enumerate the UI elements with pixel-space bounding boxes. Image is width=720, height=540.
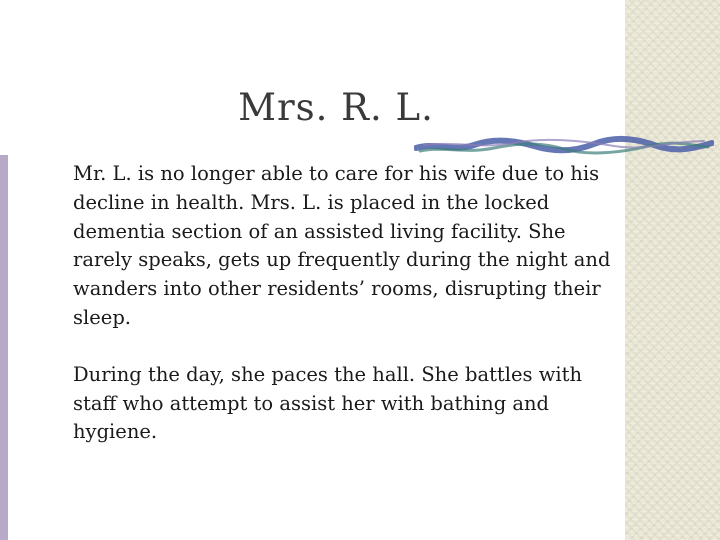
decorative-texture-panel (625, 0, 720, 540)
brush-stroke-divider (414, 132, 714, 160)
body-paragraph-2: During the day, she paces the hall. She battles with staff who attempt to assist her with bathing and hygiene. (73, 362, 583, 444)
decorative-left-bar (0, 155, 8, 540)
body-paragraph-1: Mr. L. is no longer able to care for his wife due to his decline in health. Mrs. L. is placed in the locked dementia section of an assisted living facility. She rarely speaks, gets up frequently during the night and wanders into other residents’ rooms, disrupting their sleep. (73, 162, 611, 329)
slide-body (73, 160, 621, 447)
slide-title: Mrs. R. L. (238, 86, 434, 129)
